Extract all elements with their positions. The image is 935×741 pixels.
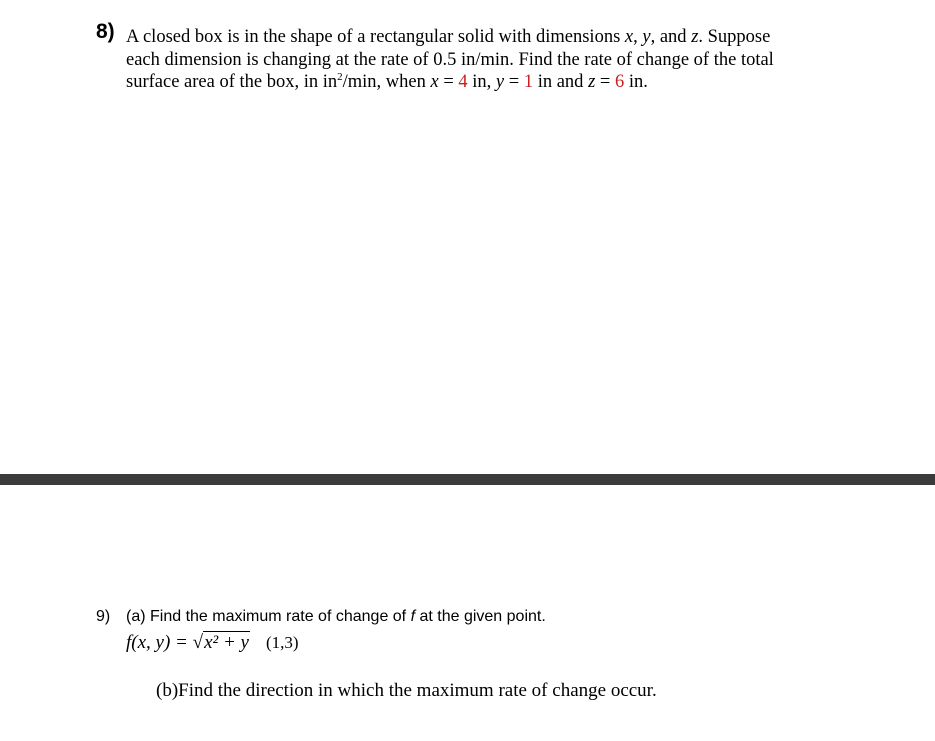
question-8-line-2: each dimension is changing at the rate of 0.5 in/min. Find the rate of change of the total	[126, 49, 774, 70]
sqrt-symbol: √	[192, 632, 204, 653]
given-point: (1,3)	[265, 633, 299, 652]
question-9-function: f(x, y) = √x² + y (1,3)	[126, 632, 299, 653]
question-8-line-3: surface area of the box, in $in^2/\min$, when x = 4 in, y = 1 in and z = 6 in.	[126, 70, 648, 92]
radicand: x² + y	[204, 632, 249, 653]
question-9-part-b: (b)Find the direction in which the maximum rate of change occur.	[156, 680, 657, 701]
z-value: 6	[614, 72, 625, 92]
y-value: 1	[523, 72, 534, 92]
question-8-number: 8)	[96, 20, 115, 43]
question-9-part-a: (a) Find the maximum rate of change of f at the given point.	[126, 608, 546, 625]
section-divider	[0, 474, 935, 485]
question-8-text	[126, 26, 916, 94]
x-value: 4	[458, 72, 468, 92]
question-8-line-1: A closed box is in the shape of a rectangular solid with dimensions x, y, and z. Suppose	[126, 27, 771, 47]
question-9-number: 9)	[96, 608, 111, 625]
